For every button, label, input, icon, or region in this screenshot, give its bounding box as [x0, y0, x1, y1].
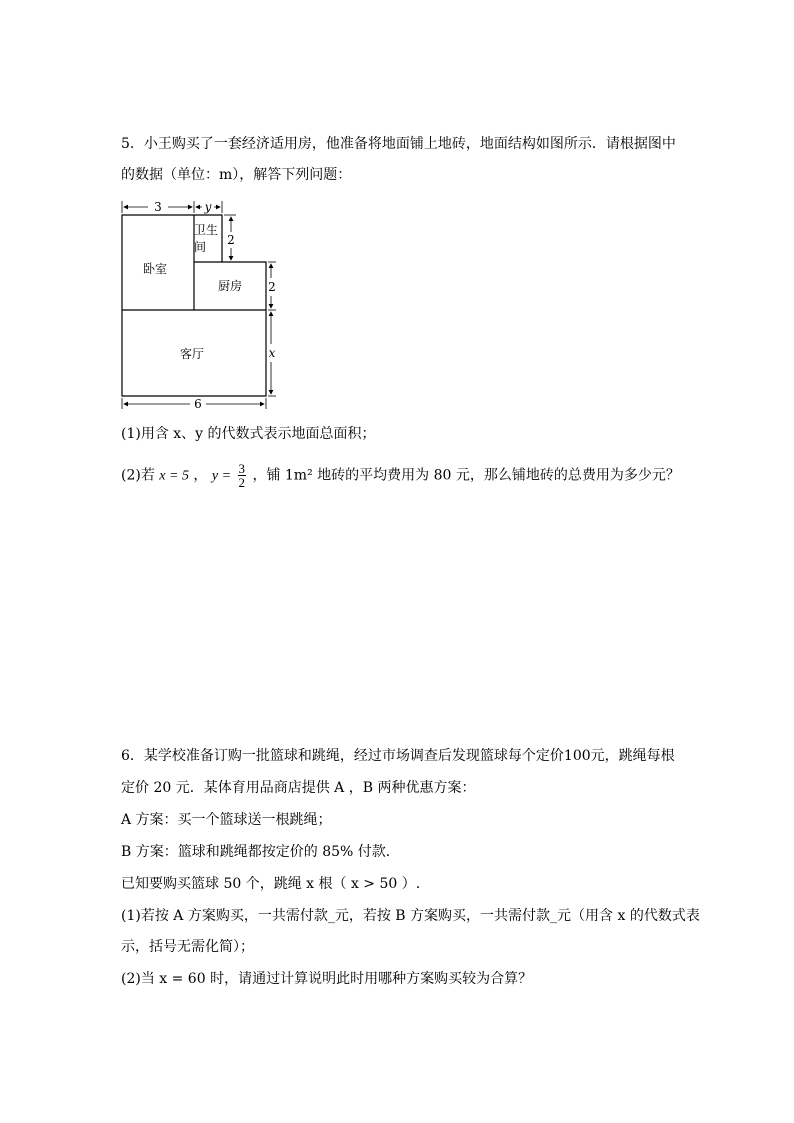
floor-plan-figure: [118, 198, 278, 410]
room-bathroom-line1: 卫生: [194, 223, 219, 237]
dim-top-left: 3: [154, 200, 162, 214]
dim-kitchen: 2: [268, 280, 276, 294]
q6-sub1-line-2: 示，括号无需化简）；: [121, 939, 254, 955]
q5-sub2-sep: ，: [193, 467, 208, 484]
q5-sub1: (1)用含 x、y 的代数式表示地面总面积；: [121, 426, 376, 442]
q6-line-2: 定价 20 元．某体育用品商店提供 A ，B 两种优惠方案：: [121, 780, 476, 796]
dim-living: x: [268, 346, 276, 360]
fraction-three-halves: [238, 462, 247, 489]
dim-bathroom: 2: [227, 233, 235, 247]
room-living: 客厅: [179, 347, 205, 361]
q5-line-2: 的数据（单位：m），解答下列问题：: [121, 167, 352, 183]
fraction-denominator: 2: [238, 475, 245, 490]
q5-sub2-lead: (2)若: [121, 467, 155, 484]
q6-line-1: 6．某学校准备订购一批篮球和跳绳，经过市场调查后发现篮球每个定价100元，跳绳每根: [121, 748, 675, 764]
dim-top-right: y: [204, 200, 212, 214]
dim-bottom: 6: [194, 397, 202, 410]
q5-line-1: 5．小王购买了一套经济适用房，他准备将地面铺上地砖，地面结构如图所示．请根据图中: [121, 136, 676, 152]
q5-sub2-tail: ，铺 1m² 地砖的平均费用为 80 元，那么铺地砖的总费用为多少元？: [252, 467, 680, 484]
fraction-numerator: 3: [238, 461, 245, 476]
q6-sub1-line-1: (1)若按 A 方案购买，一共需付款_元，若按 B 方案购买，一共需付款_元（用含 x 的代数式表: [121, 908, 700, 924]
room-bathroom-line2: 间: [194, 240, 207, 254]
q5-sub2-x: x = 5: [159, 468, 189, 484]
q6-plan-a: A 方案：买一个篮球送一根跳绳；: [121, 812, 332, 828]
q6-sub2: (2)当 x = 60 时，请通过计算说明此时用哪种方案购买较为合算？: [121, 971, 533, 987]
room-kitchen: 厨房: [217, 279, 243, 293]
q5-sub2-y: y =: [211, 468, 232, 484]
room-bedroom: 卧室: [142, 262, 168, 276]
q6-known: 已知要购买篮球 50 个，跳绳 x 根（ x > 50 ）.: [121, 876, 421, 892]
q6-plan-b: B 方案：篮球和跳绳都按定价的 85% 付款．: [121, 844, 400, 860]
q5-sub2: [121, 462, 680, 489]
